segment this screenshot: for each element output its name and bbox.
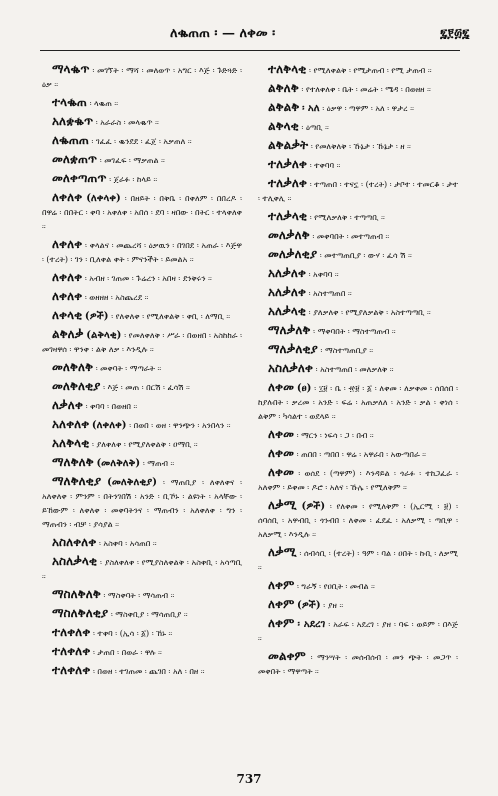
headword: ልቅልቅ (268, 100, 300, 114)
definition: ፡ የለቀለቀ ፡ የሚለቀልቅ ፡ ቀቢ ፡ ለማቢ ። (111, 312, 231, 321)
headword: ለቀለቀ (52, 270, 83, 284)
definition: ፡ ወሰደ ፡ (ጣዋም) ፡ እንዳይል ፡ ጎራፉ ፡ ተከጋፈራ ፡ አለቀም ፡ ይቀመ ፡ ዶሮ ፡ አለና ፡ ኹሌ ፡ የሚለቅም ። (258, 469, 459, 492)
dictionary-entry (258, 81, 458, 97)
headword: ለቀም (268, 616, 295, 630)
definition: ፡ ማንሣት ፡ መሰብሰብ ፡ መን ጭት ፡ መጋጥ ፡ መቀበት ፡ ማዋጣት ። (258, 653, 458, 676)
dictionary-entry (258, 157, 458, 173)
headword: ማለቃለቅ (268, 323, 311, 337)
dictionary-entry (258, 342, 458, 358)
headword: ማስለቅለቅ (52, 587, 101, 601)
headword: አለቃለቀ (268, 266, 306, 280)
headword: ልቅልቃት (268, 138, 309, 152)
definition: ፡ ዕጣቢ ። (301, 123, 329, 132)
headword-variant: (ዎች) (84, 311, 109, 322)
definition: ፡ ቀላልና ፡ መጨረሻ ፡ ዕቃዉን ፡ በገበደ ፡ አጠራ ፡ እጅዋ ፡ (ተረት) ፡ ገን ፡ ቢለቀል ቀት ፡ ምናንችት ፡ ይመልአ ። (42, 241, 243, 264)
dictionary-entry (42, 474, 242, 532)
definition: ፡ አራፍ ፡ አደረገ ፡ ያዘ ፡ ባፍ ፡ ወይም ፡ በእጅ ። (258, 620, 459, 643)
headword: ማለቅለቅ (52, 455, 94, 469)
definition: ፡ ማስተጣጠቢያ ። (320, 346, 374, 355)
headword: መለቃለቅ (268, 228, 310, 242)
headword-variant: (ልቅላቂ) (86, 330, 122, 341)
headword: ተለቀለቀ (52, 644, 91, 658)
headword-variant: (መለቅለቅ) (96, 458, 141, 469)
headword-variant: (ለቀላቀ) (86, 193, 121, 204)
definition: ፡ ሰብሳቢ ፡ (ተረት) ፡ ዓም ፡ ባል ፡ ዐበት ፡ ኩቢ ፡ ለቃሚ ። (258, 549, 459, 572)
headword: ማለቅለቂያ (52, 474, 102, 488)
definition: ፡ ማስቀባት ፡ ማሳጠብ ። (103, 591, 175, 600)
dictionary-entry (258, 209, 458, 225)
definition: ፡ ያስለቀለቀ ፡ የሚያስለቀልቅ ፡ አስቀቢ ፡ አሳጣቢ ። (42, 558, 242, 581)
left-column (42, 62, 242, 682)
definition: ፡ ጠበበ ፡ ጣበበ ፡ ዋሬ ፡ አዋራበ ፡ አውጣበራ ። (296, 450, 426, 459)
dictionary-entry (42, 535, 242, 551)
definition: ፡ ያለቃለቀ ፡ የሚያለቃልቅ ፡ አስተጣጣቢ ። (308, 308, 431, 317)
headword: ልቅለቅ (268, 81, 299, 95)
definition: ፡ መገኘት ፡ ማሻ ፡ መለወጥ ፡ አግር ፡ እጅ ፡ ጉድጓድ ፡ ዕቃ ። (42, 66, 242, 89)
definition: ፡ ግራኝ ፡ የዐቢት ፡ መብል ። (297, 582, 375, 591)
headword: ለቀመ (268, 427, 294, 441)
dictionary-entry (42, 554, 242, 584)
headword: ተለቅላቂ (268, 62, 307, 76)
dictionary-entry (258, 119, 458, 135)
dictionary-entry (258, 176, 458, 206)
headword: ለቃሚ (268, 545, 297, 559)
definition: ፡ የለቀመ ፡ የሚለቅም ፡ (ኢርሚ ፡ ፱) ፡ ሰባሰቢ ፡ አዋብቢ ፡ ጎንብበ ፡ ለቀመ ፡ ፈደፈ ፡ አለቃሚ ፡ ጣቢዋ ፡ አለቃሚ ፡ እንዲሉ ። (258, 502, 459, 539)
dictionary-entry (42, 606, 242, 622)
definition: ፡ ማጠብ ። (142, 459, 175, 468)
headword: ለቈጠጠ (52, 133, 89, 147)
dictionary-entry (42, 379, 242, 395)
headword: ለቀለቀ (52, 289, 83, 303)
definition: ፡ የመለቀለቅ ፡ ሥራ ፡ በወዘበ ፡ አስከከራ ፡ መገዛዋሰ ፡ ዋንቀ ፡ ልቅ ለቃ ፡ እንዲሉ ። (42, 331, 243, 354)
headword: ተላቈጠ (52, 95, 87, 109)
dictionary-entry (42, 133, 242, 149)
dictionary-entry (258, 247, 458, 263)
page-header (0, 26, 498, 50)
definition: ፡ ማርን ፡ ነፍሳ ፡ ጋ ፡ በብ ። (296, 431, 374, 440)
dictionary-entry (258, 228, 458, 244)
definition: ፡ መተጣጠቢያ ፡ ውሃ ፡ ፈሳ ሽ ። (319, 251, 412, 260)
headword-variant: (መለቅለቂያ) (107, 477, 157, 488)
headword: መለቅለቅ (52, 360, 94, 374)
definition: ፡ ያለቀለቀ ፡ የሚያለቀልቅ ፡ ዐማቢ ። (91, 440, 198, 449)
headword: ለቀመ (268, 380, 294, 394)
dictionary-entry (42, 289, 242, 305)
dictionary-entry (42, 308, 242, 324)
definition: ፡ ተጣጠበ ፡ ተናኗ ፡ (ተረት) ፡ ታቦተ ፡ ተመርቆ ፡ ታተ ፡ ተሊቀሊ ። (258, 180, 458, 203)
definition: ፡ ገፈፈ ፡ ቈንደደ ፡ ፈጀ ፡ አቃጠለ ። (91, 137, 192, 146)
dictionary-entry (42, 436, 242, 452)
dictionary-entry (258, 323, 458, 339)
definition: ፡ ማስቀቢያ ፡ ማሳጠቢያ ። (110, 610, 188, 619)
dictionary-entry (42, 663, 242, 679)
headword: ማለቃለቂያ (268, 342, 318, 356)
headword: ለቀላቂ (52, 308, 83, 322)
dictionary-entry (42, 237, 242, 267)
dictionary-entry (258, 62, 458, 78)
dictionary-entry (258, 597, 458, 613)
dictionary-entry (42, 62, 242, 92)
definition: ፡ ወዘዘዘ ፡ አስጨረደ ። (84, 293, 149, 302)
definition: ፡ በዘይት ፡ በቅቤ ፡ በቀለም ፡ በበረዶ ፡ በዋሬ ፡ በበትር ፡ ቀባ ፡ አቀለቀ ፡ አበሰ ፡ ደባ ፡ ዛበው ፡ በትር ፡ ተላቀለቀ ። (42, 194, 243, 231)
headword: መለቋጠጥ (52, 152, 98, 166)
dictionary-entry (258, 616, 458, 646)
dictionary-entry (258, 304, 458, 320)
running-title: ለቈጠጠ ፡ — ለቀመ ፡ (170, 26, 276, 41)
dictionary-entry (258, 446, 458, 462)
definition: ፡ መገፈፍ ፡ ማቃጠል ። (99, 156, 165, 165)
definition: ፡ ተቀባባ ። (309, 161, 341, 170)
definition: ፡ ታጠበ ፡ በወራ ፡ ዋሉ ። (92, 648, 162, 657)
headword: ተለቃላቂ (268, 209, 308, 223)
headword: መልቀም (268, 649, 306, 663)
headword: ለቀለቀ (52, 190, 83, 204)
headword: ለቀመ (268, 446, 294, 460)
definition: ፡ መቀባት ፡ ማጣራት ። (95, 364, 162, 373)
dictionary-entry (258, 100, 458, 116)
definition: ፡ ያዘ ። (323, 601, 344, 610)
headword: ለቃሚ (268, 498, 297, 512)
headword: ልቅላቂ (268, 119, 299, 133)
dictionary-entry (258, 285, 458, 301)
headword: ለቀም (268, 597, 295, 611)
definition: ፡ አስቀባ ፡ አሳጠበ ። (98, 539, 157, 548)
definition: ፡ የሚለቀልቅ ፡ የሚታጠብ ፡ የሚ ታጠብ ። (309, 66, 432, 75)
dictionary-entry (42, 327, 242, 357)
definition: ፡ አብዘ ፡ ገጠመ ፡ ጉሬረን ፡ አበዛ ፡ ደንቅሩን ። (84, 274, 212, 283)
headword: ለቀም (268, 578, 295, 592)
dictionary-entry (258, 266, 458, 282)
definition: ፡ አስተጣጠበ ። (308, 289, 352, 298)
dictionary-entry (258, 578, 458, 594)
definition: ፡ አቀባባ ። (308, 270, 339, 279)
dictionary-entry (258, 138, 458, 154)
headword: ለቃለቀ (52, 398, 83, 412)
definition: ፡ አራራስ ፡ መላቈጥ ። (95, 118, 159, 127)
headword: ተለቀለቀ (52, 663, 91, 677)
headword: ተለቀለቀ (52, 625, 91, 639)
headword: መለቀጣጠጥ (52, 171, 107, 185)
definition: ፡ ፲፱ ፡ ቤ ፡ ፹፱ ፡ ፩ ፡ ለቀመ ፡ ለቃቀመ ፡ ሰበሰበ ፡ ከያሉበት ፡ ቃረመ ፡ አንድ ፡ ፍሬ ፡ አጠቃለለ ፡ አንድ ፡ ቃል ፡ ቀነሰ ፡ ልቅም ፡ ካሳልተ ፡ ወደላይ ። (258, 384, 459, 421)
headword: አለቋቈጥ (52, 114, 94, 128)
dictionary-entry (258, 545, 458, 575)
header-rule (40, 50, 460, 51)
dictionary-entry (42, 417, 242, 433)
dictionary-entry (258, 380, 458, 424)
headword: አስለቃላቂ (52, 554, 98, 568)
dictionary-entry (42, 190, 242, 234)
headword: አለቅላቂ (52, 436, 90, 450)
definition: ፡ አስተጣጠበ ፡ መለቃለቅ ። (315, 365, 394, 374)
headword: መለቃለቂያ (268, 247, 318, 261)
headword-variant: ፡ አለ (302, 103, 320, 114)
headword: አለቃላቂ (268, 304, 306, 318)
headword-variant: (ዎች) (301, 501, 326, 512)
headword-variant: (ለቀለቀ) (91, 420, 127, 431)
dictionary-entry (42, 114, 242, 130)
headword: አለቃለቀ (268, 285, 306, 299)
definition: ፡ በወዘ ፡ ተገጠመ ፡ ጨገበ ፡ አለ ፡ በዘ ። (92, 667, 205, 676)
headword-variant: ፡ አደረገ (297, 619, 326, 630)
dictionary-entry (42, 360, 242, 376)
dictionary-entry (258, 498, 458, 542)
definition: ፡ ላቈጠ ። (89, 99, 119, 108)
dictionary-entry (42, 95, 242, 111)
headword: ተለቃለቀ (268, 157, 307, 171)
headword: ልቅለቃ (52, 327, 84, 341)
definition: ፡ መቀባበት ፡ መተጣጠብ ። (312, 232, 390, 241)
dictionary-entry (258, 361, 458, 377)
definition: ፡ የተለቀለቀ ፡ ቤት ፡ መሬት ፡ ሜዳ ፡ በወዘዘ ። (301, 85, 431, 94)
right-column (258, 62, 458, 682)
dictionary-entry (42, 644, 242, 660)
headword: አስለቀለቀ (52, 535, 97, 549)
headword: ለቀለቀ (52, 237, 83, 251)
dictionary-entry (42, 625, 242, 641)
ethiopic-page-number: ፯፻፴፯ (440, 26, 470, 40)
dictionary-entry (258, 427, 458, 443)
dictionary-entry (42, 152, 242, 168)
definition: ፡ ማጠቢያ ፡ ለቀለቀና ፡ አለቀለቀ ፡ ምንም ፡ በትንገበሽ ፡ አንድ ፡ ቢኾኑ ፡ ልዩነት ፡ አላቸው ፡ ይኸውም ፡ ለቀለቀ ፡ መቀባትንና ፡ ማጠብን ፡ አለቀለቀ ፡ ግን ፡ ማጠብን ፡ ብቻ ፡ ያሳያል ። (42, 478, 242, 529)
definition: ፡ ዕቃዋ ፡ ጣዋም ፡ አለ ፡ ዋታረ ። (322, 104, 414, 113)
page-number: 737 (236, 772, 262, 786)
headword: ማላቈጥ (52, 62, 90, 76)
headword: አለቀለቀ (52, 417, 90, 431)
definition: ፡ በወበ ፡ ወዘ ፡ ዋንጭን ፡ አንበላን ። (129, 421, 231, 430)
definition: ፡ ማቀባበት ፡ ማስተጣጠብ ። (313, 327, 396, 336)
headword-variant: (ፀ) (296, 383, 312, 394)
headword: ማስለቅለቂያ (52, 606, 109, 620)
headword: ተለቃለቀ (268, 176, 307, 190)
definition: ፡ እጅ ፡ መጠ ፡ በርሽ ፡ ፈሳሽ ። (103, 383, 190, 392)
definition: ፡ የመለቅለቅ ፡ ኹኔታ ፡ ኹኔታ ፡ ዘ ። (310, 142, 411, 151)
dictionary-entry (42, 398, 242, 414)
headword: አስለቃለቀ (268, 361, 313, 375)
headword: ለቀመ (268, 465, 294, 479)
definition: ፡ ጀራፉ ፡ ከላይ ። (109, 175, 158, 184)
dictionary-entry (258, 465, 458, 495)
dictionary-entry (42, 455, 242, 471)
dictionary-entry (42, 270, 242, 286)
definition: ፡ የሚለቃለቅ ፡ ተጣጣቢ ። (309, 213, 385, 222)
definition: ፡ ተቀባ ፡ (ኢሳ ፡ ፩) ፡ ኸኑ ። (92, 629, 173, 638)
dictionary-entry (42, 171, 242, 187)
definition: ፡ ቀባባ ፡ በወዘበ ። (85, 402, 138, 411)
dictionary-entry (258, 649, 458, 679)
headword: መለቅለቂያ (52, 379, 101, 393)
headword-variant: (ዎች) (297, 600, 321, 611)
dictionary-entry (42, 587, 242, 603)
